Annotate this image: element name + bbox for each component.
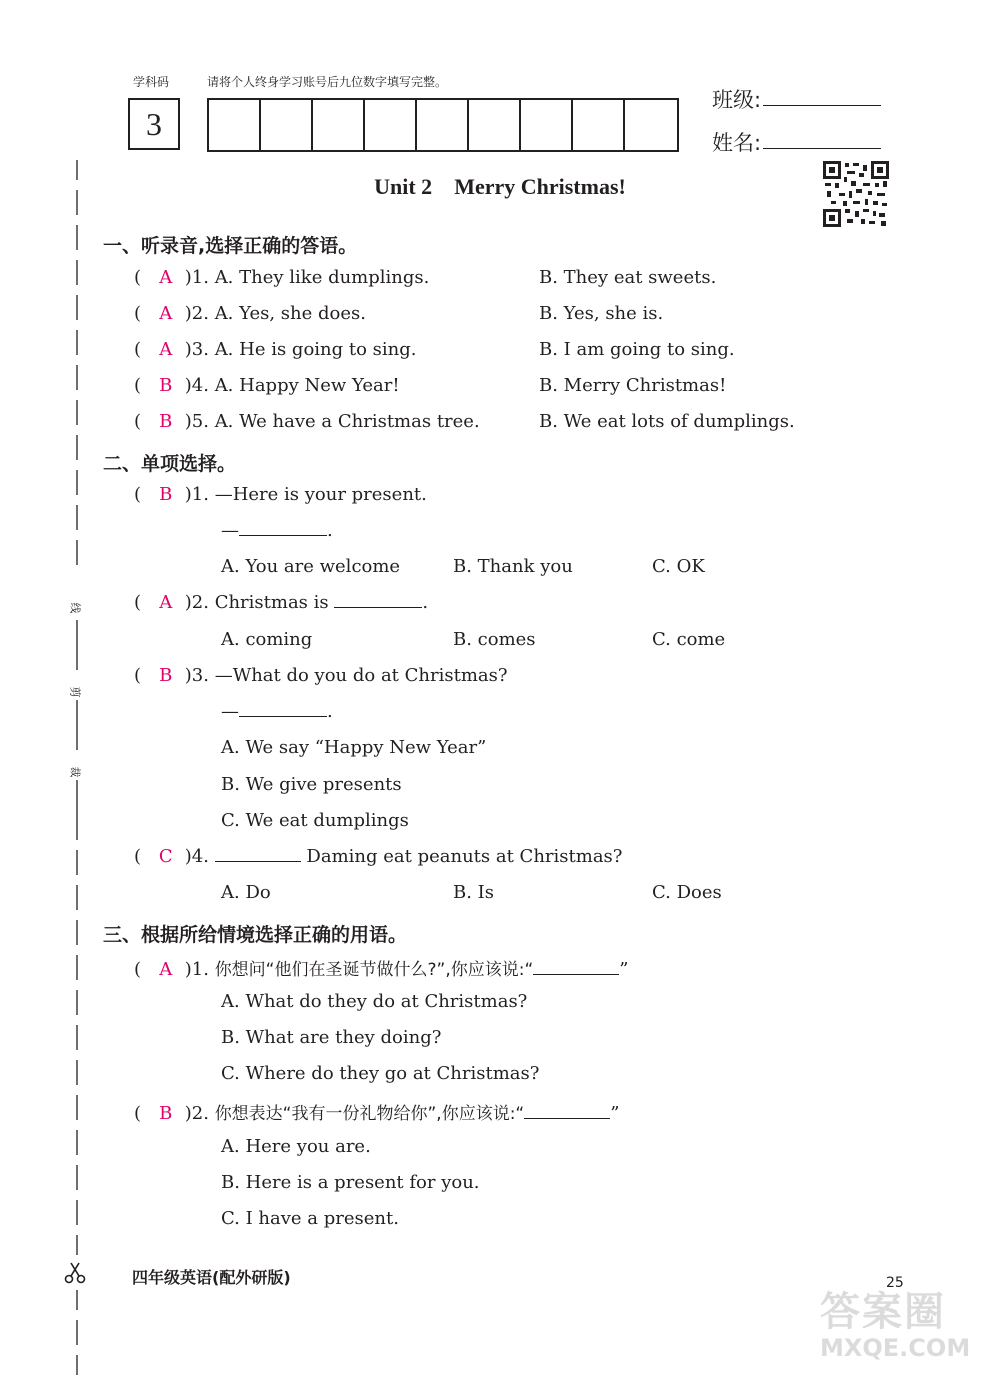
answer-mark: A xyxy=(159,303,173,324)
answer-mark: B xyxy=(159,411,173,432)
question-number: )2. xyxy=(184,592,209,613)
answer-mark: C xyxy=(158,846,173,867)
s3-q1-option-c: C. Where do they go at Christmas? xyxy=(221,1063,540,1084)
s2-q1-option-b: B. Thank you xyxy=(453,556,573,577)
s3-q2-option-c: C. I have a present. xyxy=(221,1208,399,1229)
s3-q1-option-a: A. What do they do at Christmas? xyxy=(221,991,528,1012)
s2-question-3: ( B )3. —What do you do at Christmas? xyxy=(134,665,508,686)
answer-mark: B xyxy=(159,375,173,396)
s2-q2-option-b: B. comes xyxy=(453,629,536,650)
account-digit-box[interactable] xyxy=(625,100,677,150)
question-number: )1. xyxy=(184,267,209,288)
account-digit-box[interactable] xyxy=(521,100,573,150)
class-label: 班级: xyxy=(712,88,762,112)
s2-q1-reply xyxy=(221,520,333,541)
s1-question-1: ( A )1. A. They like dumplings. xyxy=(134,267,430,288)
answer-blank[interactable] xyxy=(239,702,327,717)
unit-name: Merry Christmas! xyxy=(454,174,626,199)
scissors-icon xyxy=(64,1262,86,1286)
s2-q1-option-a: A. You are welcome xyxy=(221,556,401,577)
answer-mark: B xyxy=(159,665,173,686)
s3-question-2: ( B )2. 你想表达“我有一份礼物给你”,你应该说:“ ” xyxy=(134,1103,620,1124)
question-number: )4. xyxy=(184,375,209,396)
name-field[interactable] xyxy=(763,148,881,149)
class-field[interactable] xyxy=(763,105,881,106)
s2-q4-option-c: C. Does xyxy=(652,882,722,903)
answer-mark: B xyxy=(159,1103,173,1124)
question-number: )3. xyxy=(184,665,209,686)
option-a: A. They like dumplings. xyxy=(214,267,430,288)
question-stem: 你想表达“我有一份礼物给你”,你应该说:“ xyxy=(214,1104,525,1124)
answer-mark: A xyxy=(159,592,173,613)
answer-blank[interactable] xyxy=(239,521,327,536)
answer-blank[interactable] xyxy=(533,960,619,975)
s2-q4-option-b: B. Is xyxy=(453,882,495,903)
subject-code-label: 学科码 xyxy=(133,75,170,89)
question-stem: —What do you do at Christmas? xyxy=(214,665,508,686)
question-number: )5. xyxy=(184,411,209,432)
account-digit-box[interactable] xyxy=(313,100,365,150)
question-stem: Christmas is xyxy=(214,592,329,613)
cut-label-cai: 裁 xyxy=(68,766,82,778)
s1-q5-option-b: B. We eat lots of dumplings. xyxy=(539,411,795,432)
cut-label-jian: 剪 xyxy=(68,686,82,698)
dash: — xyxy=(221,701,239,722)
account-number-boxes[interactable] xyxy=(207,98,679,152)
s2-q4-option-a: A. Do xyxy=(221,882,271,903)
section-1-heading: 一、听录音,选择正确的答语。 xyxy=(103,235,358,257)
section-2-heading: 二、单项选择。 xyxy=(103,453,237,475)
account-instruction: 请将个人终身学习账号后九位数字填写完整。 xyxy=(207,75,448,89)
question-number: )2. xyxy=(184,303,209,324)
s2-q3-option-b: B. We give presents xyxy=(221,774,402,795)
option-a: A. Happy New Year! xyxy=(214,375,400,396)
period: . xyxy=(327,520,333,541)
s3-q2-option-b: B. Here is a present for you. xyxy=(221,1172,480,1193)
question-number: )1. xyxy=(184,959,209,980)
cut-label-xian: 线 xyxy=(68,602,82,614)
unit-number: Unit 2 xyxy=(374,174,433,199)
question-stem: —Here is your present. xyxy=(214,484,427,505)
close-quote: ” xyxy=(619,959,629,980)
option-a: A. Yes, she does. xyxy=(214,303,366,324)
s1-question-5: ( B )5. A. We have a Christmas tree. xyxy=(134,411,480,432)
s2-q1-option-c: C. OK xyxy=(652,556,705,577)
s1-question-2: ( A )2. A. Yes, she does. xyxy=(134,303,366,324)
s3-question-1: ( A )1. 你想问“他们在圣诞节做什么?”,你应该说:“ ” xyxy=(134,959,629,980)
qr-code-icon[interactable] xyxy=(823,161,889,227)
section-3-heading: 三、根据所给情境选择正确的用语。 xyxy=(103,924,408,946)
dash: — xyxy=(221,520,239,541)
account-digit-box[interactable] xyxy=(261,100,313,150)
s2-q2-option-a: A. coming xyxy=(221,629,313,650)
account-digit-box[interactable] xyxy=(417,100,469,150)
s1-q1-option-b: B. They eat sweets. xyxy=(539,267,717,288)
account-digit-box[interactable] xyxy=(469,100,521,150)
answer-blank[interactable] xyxy=(524,1104,610,1119)
account-digit-box[interactable] xyxy=(573,100,625,150)
account-digit-box[interactable] xyxy=(365,100,417,150)
s1-question-3: ( A )3. A. He is going to sing. xyxy=(134,339,417,360)
answer-blank[interactable] xyxy=(215,847,301,862)
answer-mark: A xyxy=(159,959,173,980)
answer-mark: A xyxy=(159,267,173,288)
s1-question-4: ( B )4. A. Happy New Year! xyxy=(134,375,400,396)
account-digit-box[interactable] xyxy=(209,100,261,150)
book-title: 四年级英语(配外研版) xyxy=(132,1268,291,1287)
question-number: )3. xyxy=(184,339,209,360)
s2-q3-reply xyxy=(221,701,333,722)
s2-q3-option-c: C. We eat dumplings xyxy=(221,810,409,831)
question-number: )2. xyxy=(184,1103,209,1124)
s2-question-1: ( B )1. —Here is your present. xyxy=(134,484,427,505)
s2-question-2: ( A )2. Christmas is . xyxy=(134,592,429,613)
close-quote: ” xyxy=(610,1103,620,1124)
watermark-bottom: MXQE.COM xyxy=(820,1334,971,1362)
answer-blank[interactable] xyxy=(334,593,422,608)
watermark-top: 答案圈 xyxy=(820,1289,946,1335)
option-a: A. We have a Christmas tree. xyxy=(214,411,480,432)
s2-question-4: ( C )4. Daming eat peanuts at Christmas? xyxy=(134,846,623,867)
question-number: )1. xyxy=(184,484,209,505)
s1-q2-option-b: B. Yes, she is. xyxy=(539,303,664,324)
s1-q4-option-b: B. Merry Christmas! xyxy=(539,375,727,396)
s3-q1-option-b: B. What are they doing? xyxy=(221,1027,442,1048)
period: . xyxy=(422,592,429,613)
period: . xyxy=(327,701,333,722)
answer-mark: B xyxy=(159,484,173,505)
question-stem: Daming eat peanuts at Christmas? xyxy=(306,846,623,867)
name-label: 姓名: xyxy=(712,131,762,155)
question-number: )4. xyxy=(184,846,209,867)
s3-q2-option-a: A. Here you are. xyxy=(221,1136,371,1157)
watermark-logo xyxy=(820,1290,995,1370)
s2-q3-option-a: A. We say “Happy New Year” xyxy=(221,737,487,758)
question-stem: 你想问“他们在圣诞节做什么?”,你应该说:“ xyxy=(214,960,534,980)
s2-q2-option-c: C. come xyxy=(652,629,726,650)
page-number: 25 xyxy=(886,1275,904,1291)
answer-mark: A xyxy=(159,339,173,360)
option-a: A. He is going to sing. xyxy=(214,339,417,360)
s1-q3-option-b: B. I am going to sing. xyxy=(539,339,735,360)
subject-code-box: 3 xyxy=(128,98,180,150)
